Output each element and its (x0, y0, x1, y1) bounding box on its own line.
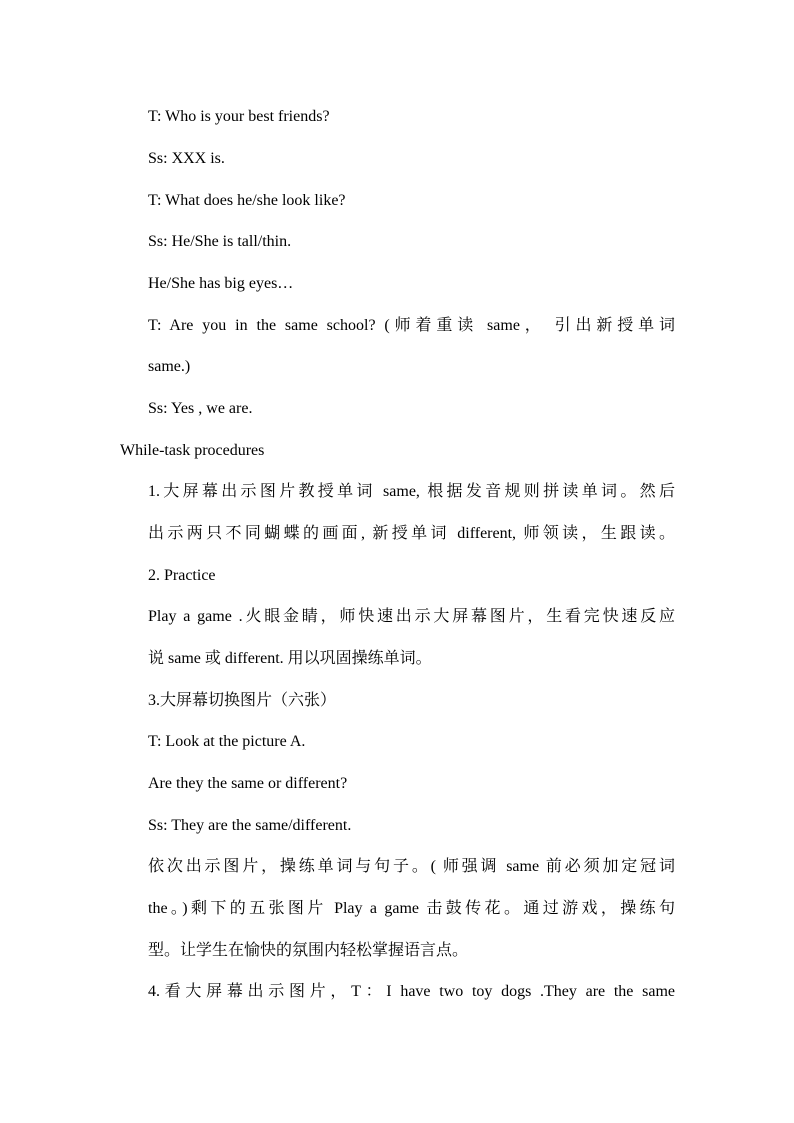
text-line-16: T: Look at the picture A. (148, 733, 306, 750)
text-line-11: 出示两只不同蝴蝶的画面, 新授单词 different, 师领读，生跟读。 (148, 525, 675, 542)
text-line-22: 4.看大屏幕出示图片，T：I have two toy dogs .They are the same (148, 983, 675, 1000)
text-line-20: the。)剩下的五张图片 Play a game 击鼓传花。通过游戏，操练句 (148, 900, 675, 917)
text-line-1: T: Who is your best friends? (148, 108, 330, 125)
text-line-3: T: What does he/she look like? (148, 192, 346, 209)
text-line-8: Ss: Yes , we are. (148, 400, 253, 417)
text-line-19: 依次出示图片，操练单词与句子。( 师强调 same 前必须加定冠词 (148, 858, 675, 875)
text-line-12: 2. Practice (148, 567, 216, 584)
section-heading-while-task: While-task procedures (120, 442, 265, 459)
text-line-15: 3.大屏幕切换图片（六张） (148, 692, 337, 709)
text-line-13: Play a game .火眼金睛，师快速出示大屏幕图片，生看完快速反应 (148, 608, 675, 625)
text-line-2: Ss: XXX is. (148, 150, 225, 167)
text-line-21: 型。让学生在愉快的氛围内轻松掌握语言点。 (148, 942, 469, 959)
text-line-14: 说 same 或 different. 用以巩固操练单词。 (148, 650, 432, 667)
text-line-18: Ss: They are the same/different. (148, 817, 352, 834)
text-line-7: same.) (148, 358, 191, 375)
text-line-4: Ss: He/She is tall/thin. (148, 233, 292, 250)
text-line-10: 1.大屏幕出示图片教授单词 same, 根据发音规则拼读单词。然后 (148, 483, 675, 500)
text-line-5: He/She has big eyes… (148, 275, 294, 292)
text-line-17: Are they the same or different? (148, 775, 348, 792)
text-line-6: T: Are you in the same school? (师着重读 same， 引出新授单词 (148, 317, 675, 334)
